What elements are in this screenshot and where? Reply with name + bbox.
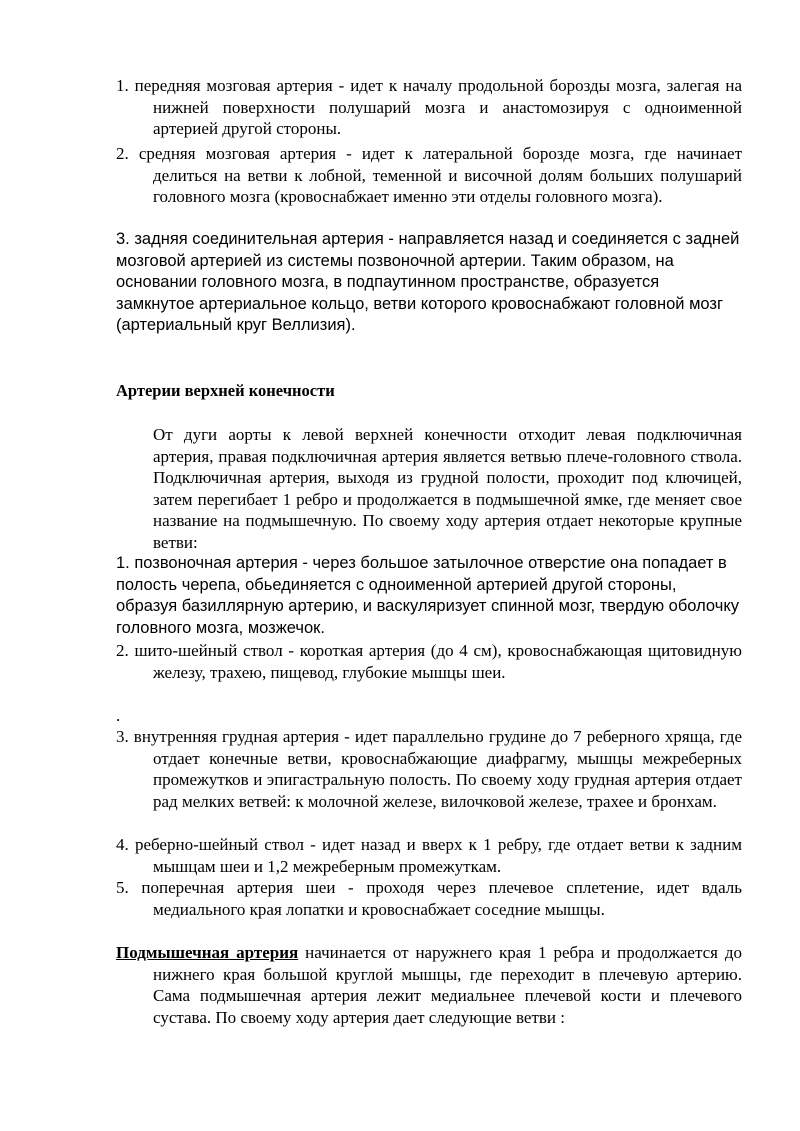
paragraph-axillary-artery (116, 942, 742, 1028)
list-item-posterior-communicating-artery: 3. задняя соединительная артерия - направляется назад и соединяется с задней мозговой артерией из системы позвоночной артерии. Таким образом, на основании головного мозга, в подпаутинном пространстве, образуется замкнутое артериальное кольцо, ветви которого кровоснабжают головной мозг (артериальный круг Веллизия). (116, 230, 740, 334)
section-heading-upper-limb-arteries: Артерии верхней конечности (116, 381, 335, 400)
list-item-thyrocervical-trunk: 2. шито-шейный ствол - короткая артерия (до 4 см), кровоснабжающая щитовидную железу, трахею, пищевод, глубокие мышцы шеи. (116, 641, 742, 682)
list-item-vertebral-artery: 1. позвоночная артерия - через большое затылочное отверстие она попадает в полость черепа, обьединяется с одноименной артерией другой стороны, образуя базиллярную артерию, и васкуляризует спинной мозг, твердую оболочку головного мозга, мозжечок. (116, 554, 739, 637)
list-item-costocervical-trunk: 4. реберно-шейный ствол - идет назад и вверх к 1 ребру, где отдает ветви к задним мышцам шеи и 1,2 межреберным промежуткам. (116, 835, 742, 876)
list-item-anterior-cerebral-artery: 1. передняя мозговая артерия - идет к началу продольной борозды мозга, залегая на нижней поверхности полушарий мозга и анастомозируя с одноименной артерией другой стороны. (116, 76, 742, 138)
axillary-artery-description: начинается от наружнего края 1 ребра и продолжается до нижнего края большой круглой мышцы, где переходит в плечевую артерию. Сама подмышечная артерия лежит медиальнее плечевой кости и плечевого сустава. По своему ходу артерия дает следующие ветви : (153, 943, 743, 1027)
list-item-middle-cerebral-artery: 2. средняя мозговая артерия - идет к латеральной борозде мозга, где начинает делиться на ветви к лобной, теменной и височной долям больших полушарий головного мозга (кровоснабжает именно эти отделы головного мозга). (116, 144, 742, 206)
list-item-internal-thoracic-artery: 3. внутренняя грудная артерия - идет параллельно грудине до 7 реберного хряща, где отдает конечные ветви, кровоснабжающие диафрагму, мышцы межреберных промежутков и эпигастральную полость. По своему ходу грудная артерия отдает рад мелких ветвей: к молочной железе, вилочковой железе, трахее и бронхам. (116, 727, 742, 811)
axillary-artery-term: Подмышечная артерия (116, 943, 299, 962)
stray-dot: . (116, 706, 121, 725)
paragraph-subclavian-intro: От дуги аорты к левой верхней конечности отходит левая подключичная артерия, правая подключичная артерия является ветвью плече-головного ствола. Подключичная артерия, выходя из грудной полости, проходит под ключицей, затем перегибает 1 ребро и продолжается в подмышечной ямке, где меняет свое название на подмышечную. По своему ходу артерия отдает некоторые крупные ветви: (153, 425, 742, 552)
list-item-transverse-cervical-artery: 5. поперечная артерия шеи - проходя через плечевое сплетение, идет вдаль медиального края лопатки и кровоснабжает соседние мышцы. (116, 878, 742, 919)
